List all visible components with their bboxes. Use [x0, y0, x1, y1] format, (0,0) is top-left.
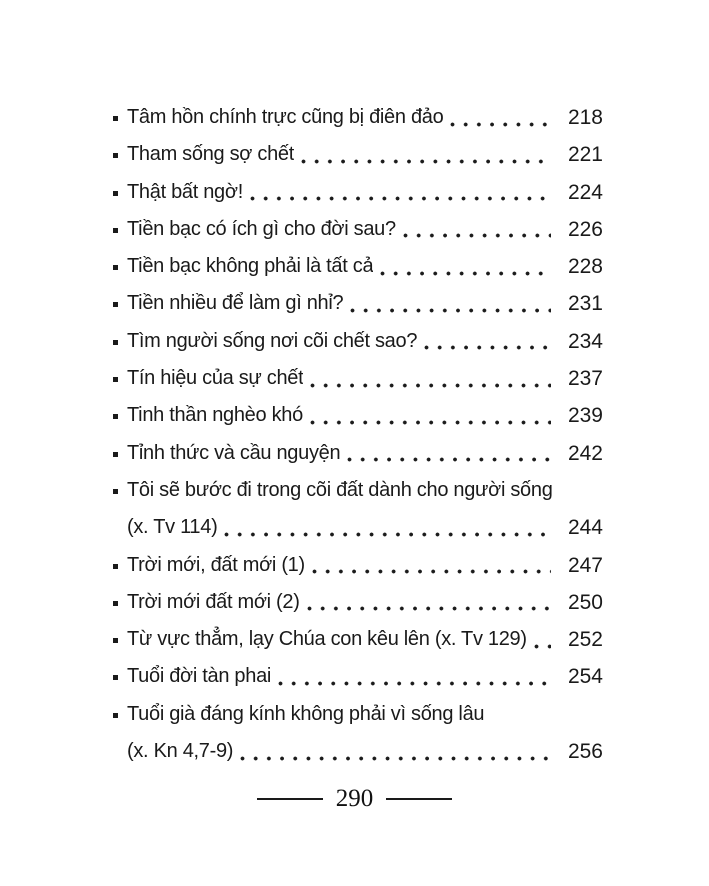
page-footer — [0, 784, 709, 814]
entry-page-number: 226 — [567, 217, 603, 241]
toc-entry-line — [113, 658, 603, 695]
toc-entry — [113, 136, 603, 173]
bullet-icon — [113, 377, 118, 382]
toc-entry-continuation-line — [113, 509, 603, 546]
dot-leader — [450, 99, 551, 136]
bullet-icon — [113, 191, 118, 196]
entry-title-continuation: (x. Kn 4,7-9) — [127, 740, 234, 763]
toc-list — [113, 99, 603, 770]
toc-entry — [113, 696, 603, 771]
dot-leader — [250, 174, 551, 211]
entry-title: Tuổi đời tàn phai — [127, 665, 272, 688]
bullet-icon — [113, 713, 118, 718]
entry-title: Tỉnh thức và cầu nguyện — [127, 441, 341, 464]
toc-entry — [113, 584, 603, 621]
bullet-icon — [113, 302, 118, 307]
entry-title: Trời mới đất mới (2) — [127, 590, 300, 613]
toc-entry-line — [113, 99, 603, 136]
toc-entry-line — [113, 621, 603, 658]
entry-page-number: 228 — [567, 255, 603, 279]
dot-leader — [347, 435, 551, 472]
entry-title: Tín hiệu của sự chết — [127, 367, 304, 390]
bullet-icon — [113, 452, 118, 457]
indent-spacer — [113, 733, 127, 770]
toc-entry — [113, 547, 603, 584]
bullet-icon — [113, 228, 118, 233]
dot-leader — [424, 323, 551, 360]
toc-entry-line — [113, 285, 603, 322]
toc-entry-line — [113, 547, 603, 584]
dot-leader — [307, 584, 551, 621]
entry-title-continuation: (x. Tv 114) — [127, 516, 218, 539]
folio-page-number: 290 — [335, 785, 374, 812]
entry-page-number: 221 — [567, 143, 603, 167]
entry-page-number: 247 — [567, 553, 603, 577]
toc-entry — [113, 435, 603, 472]
entry-page-number: 234 — [567, 329, 603, 353]
bullet-icon — [113, 340, 118, 345]
bullet-icon — [113, 489, 118, 494]
entry-title: Tuổi già đáng kính không phải vì sống lâu — [127, 702, 485, 725]
dot-leader — [534, 621, 551, 658]
bullet-icon — [113, 601, 118, 606]
dot-leader — [224, 509, 551, 546]
footer-rule-left — [257, 798, 323, 800]
entry-page-number: 218 — [567, 106, 603, 129]
dot-leader — [301, 136, 551, 173]
bullet-icon — [113, 116, 118, 121]
dot-leader — [240, 733, 551, 770]
entry-title: Tâm hồn chính trực cũng bị điên đảo — [127, 106, 444, 128]
toc-entry — [113, 621, 603, 658]
toc-entry-line — [113, 248, 603, 285]
toc-entry — [113, 211, 603, 248]
entry-page-number: 242 — [567, 441, 603, 465]
toc-entry — [113, 174, 603, 211]
dot-leader — [403, 211, 551, 248]
toc-entry — [113, 248, 603, 285]
entry-title: Tiền nhiều để làm gì nhỉ? — [127, 292, 344, 315]
dot-leader — [380, 248, 551, 285]
entry-title: Trời mới, đất mới (1) — [127, 553, 305, 576]
bullet-icon — [113, 564, 118, 569]
toc-entry — [113, 397, 603, 434]
entry-page-number: 256 — [567, 740, 603, 764]
entry-page-number: 237 — [567, 367, 603, 391]
bullet-icon — [113, 675, 118, 680]
toc-entry — [113, 658, 603, 695]
toc-entry — [113, 99, 603, 136]
entry-title: Tiền bạc có ích gì cho đời sau? — [127, 217, 396, 240]
toc-entry-line — [113, 136, 603, 173]
dot-leader — [312, 547, 551, 584]
toc-entry-line — [113, 397, 603, 434]
toc-entry-line — [113, 360, 603, 397]
entry-title: Tinh thần nghèo khó — [127, 404, 303, 427]
toc-entry — [113, 472, 603, 547]
dot-leader — [350, 285, 551, 322]
indent-spacer — [113, 509, 127, 546]
entry-page-number: 239 — [567, 404, 603, 428]
toc-entry-line — [113, 435, 603, 472]
entry-title: Thật bất ngờ! — [127, 180, 243, 203]
toc-entry-line — [113, 472, 603, 509]
entry-page-number: 252 — [567, 628, 603, 652]
dot-leader — [310, 397, 551, 434]
entry-page-number: 224 — [567, 180, 603, 204]
entry-title: Tham sống sợ chết — [127, 143, 294, 166]
toc-entry — [113, 285, 603, 322]
toc-entry-continuation-line — [113, 733, 603, 770]
entry-page-number: 254 — [567, 665, 603, 689]
entry-page-number: 250 — [567, 590, 603, 614]
toc-entry-line — [113, 174, 603, 211]
entry-page-number: 244 — [567, 516, 603, 540]
entry-title: Tôi sẽ bước đi trong cõi đất dành cho người sống — [127, 478, 553, 501]
toc-entry-line — [113, 323, 603, 360]
bullet-icon — [113, 414, 118, 419]
bullet-icon — [113, 265, 118, 270]
toc-entry-line — [113, 696, 603, 733]
toc-entry-line — [113, 584, 603, 621]
footer-rule-right — [386, 798, 452, 800]
toc-entry — [113, 360, 603, 397]
entry-title: Tìm người sống nơi cõi chết sao? — [127, 329, 418, 352]
dot-leader — [278, 658, 551, 695]
dot-leader — [310, 360, 551, 397]
entry-page-number: 231 — [567, 292, 603, 316]
entry-title: Tiền bạc không phải là tất cả — [127, 255, 374, 278]
toc-entry-line — [113, 211, 603, 248]
bullet-icon — [113, 638, 118, 643]
bullet-icon — [113, 153, 118, 158]
entry-title: Từ vực thẳm, lạy Chúa con kêu lên (x. Tv 129) — [127, 628, 527, 651]
toc-entry — [113, 323, 603, 360]
